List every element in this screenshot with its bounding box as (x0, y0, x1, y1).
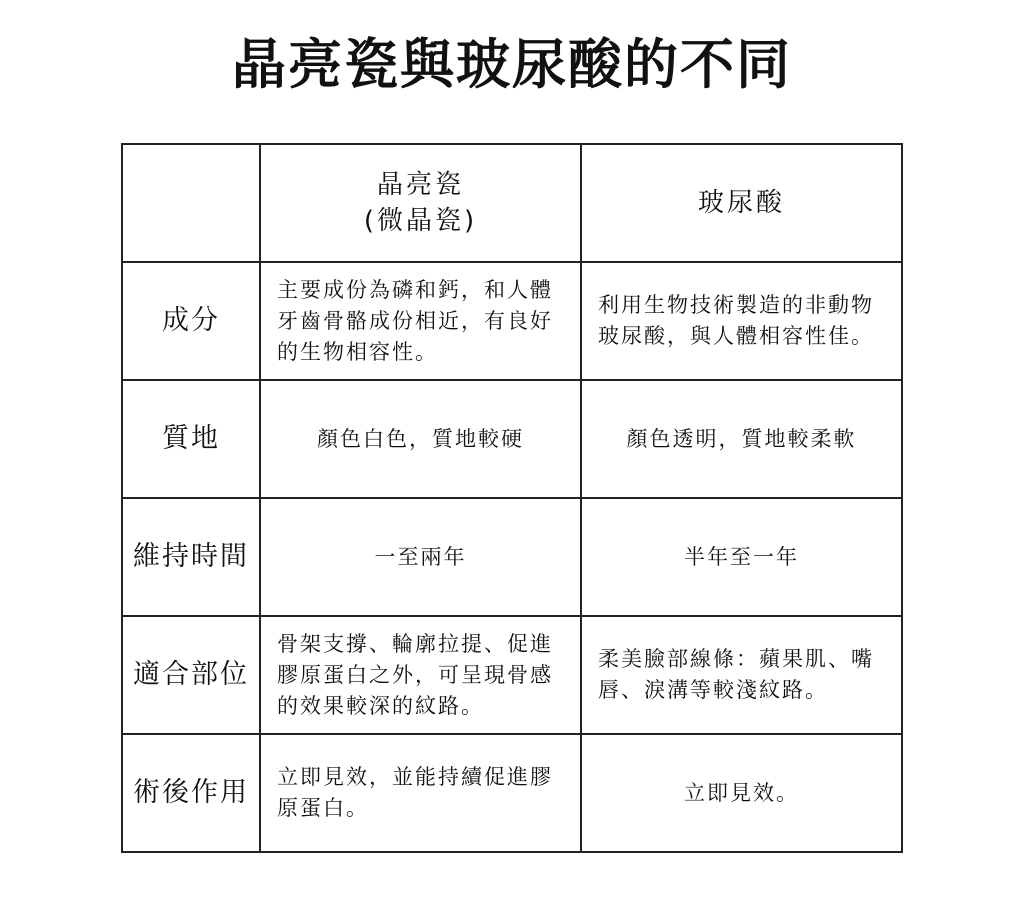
cell-area-hyaluronic: 柔美臉部線條：蘋果肌、嘴唇、淚溝等較淺紋路。 (581, 616, 902, 734)
cell-texture-porcelain: 顏色白色，質地較硬 (260, 380, 581, 498)
header-porcelain-name: 晶亮瓷 (376, 170, 464, 200)
page-title: 晶亮瓷與玻尿酸的不同 (232, 33, 792, 96)
cell-area-porcelain: 骨架支撐、輪廓拉提、促進膠原蛋白之外，可呈現骨感的效果較深的紋路。 (260, 616, 581, 734)
comparison-table (121, 143, 903, 853)
row-label-ingredient: 成分 (122, 262, 260, 380)
cell-texture-hyaluronic: 顏色透明，質地較柔軟 (581, 380, 902, 498)
header-porcelain-alias: (微晶瓷) (363, 206, 478, 236)
table-header-row (122, 144, 902, 262)
table-row (122, 262, 902, 380)
row-label-duration: 維持時間 (122, 498, 260, 616)
table-row (122, 380, 902, 498)
cell-duration-hyaluronic: 半年至一年 (581, 498, 902, 616)
table-row (122, 734, 902, 852)
row-label-texture: 質地 (122, 380, 260, 498)
row-label-area: 適合部位 (122, 616, 260, 734)
table-row (122, 616, 902, 734)
cell-ingredient-hyaluronic: 利用生物技術製造的非動物玻尿酸，與人體相容性佳。 (581, 262, 902, 380)
table-row (122, 498, 902, 616)
cell-effect-porcelain: 立即見效，並能持續促進膠原蛋白。 (260, 734, 581, 852)
corner-cell (122, 144, 260, 262)
row-label-effect: 術後作用 (122, 734, 260, 852)
header-cell-porcelain (260, 144, 581, 262)
cell-effect-hyaluronic: 立即見效。 (581, 734, 902, 852)
header-cell-hyaluronic (581, 144, 902, 262)
header-hyaluronic-name: 玻尿酸 (697, 188, 785, 218)
cell-duration-porcelain: 一至兩年 (260, 498, 581, 616)
cell-ingredient-porcelain: 主要成份為磷和鈣，和人體牙齒骨骼成份相近，有良好的生物相容性。 (260, 262, 581, 380)
